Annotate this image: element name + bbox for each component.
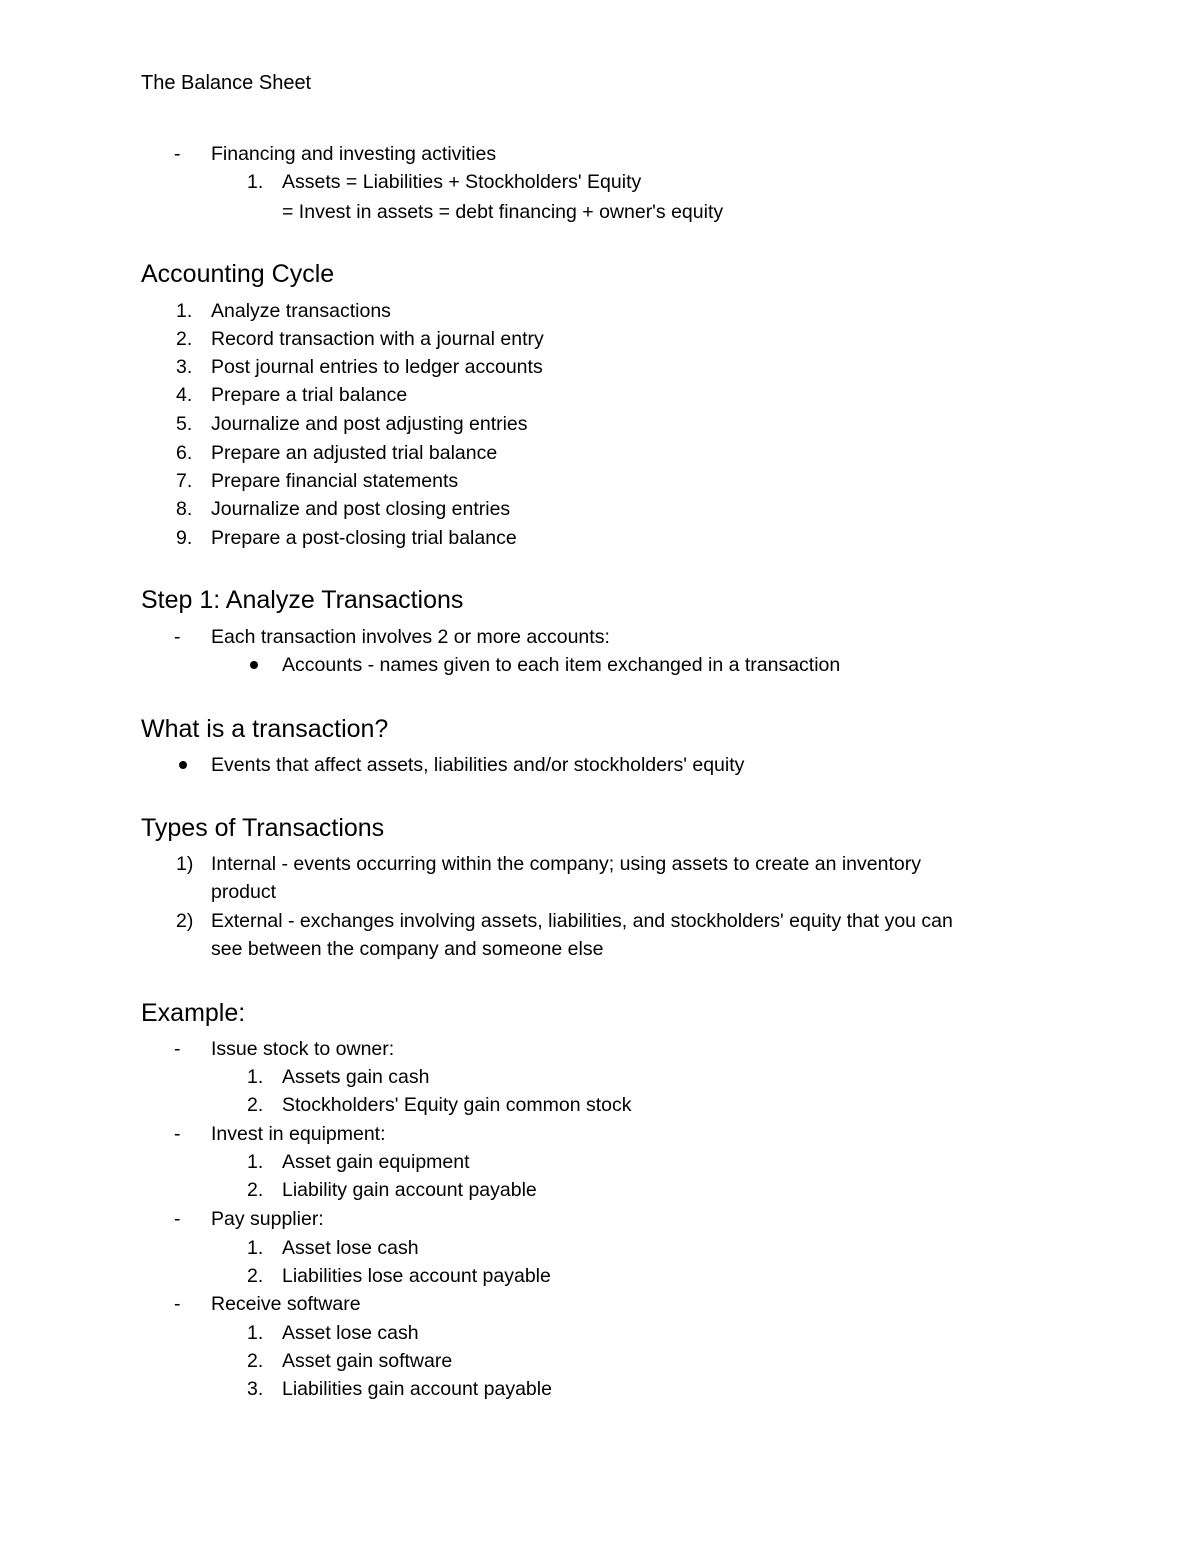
section-heading: Example: [141, 999, 246, 1027]
list-item-text: = Invest in assets = debt financing + owner's equity [282, 201, 724, 223]
section-heading: Accounting Cycle [141, 260, 335, 288]
list-item-text: External - exchanges involving assets, liabilities, and stockholders' equity that you can [211, 910, 953, 932]
number-marker: 1. [247, 1151, 264, 1173]
dash-marker: - [174, 1293, 181, 1315]
number-marker: 7. [176, 470, 193, 492]
list-item-text: Asset lose cash [282, 1322, 419, 1344]
section-heading: Types of Transactions [141, 814, 385, 842]
list-item-text: Internal - events occurring within the company; using assets to create an inventory [211, 853, 921, 875]
dash-marker: - [174, 1208, 181, 1230]
number-marker: 1. [247, 1237, 264, 1259]
list-item-text: Issue stock to owner: [211, 1038, 395, 1060]
number-marker: 6. [176, 442, 193, 464]
document-title: The Balance Sheet [141, 72, 312, 94]
list-item-text: Analyze transactions [211, 300, 391, 322]
bullet-icon [179, 761, 187, 769]
list-item-text: Prepare an adjusted trial balance [211, 442, 498, 464]
list-item-text: Post journal entries to ledger accounts [211, 356, 543, 378]
number-marker: 2) [176, 910, 194, 932]
number-marker: 2. [247, 1350, 264, 1372]
dash-marker: - [174, 626, 181, 648]
number-marker: 8. [176, 498, 193, 520]
list-item-text: Assets gain cash [282, 1066, 430, 1088]
list-item-text: see between the company and someone else [211, 938, 604, 960]
list-item-text: Assets = Liabilities + Stockholders' Equity [282, 171, 642, 193]
number-marker: 9. [176, 527, 193, 549]
number-marker: 1) [176, 853, 194, 875]
list-item-text: Journalize and post closing entries [211, 498, 511, 520]
number-marker: 1. [176, 300, 193, 322]
number-marker: 1. [247, 1322, 264, 1344]
list-item-text: Liability gain account payable [282, 1179, 537, 1201]
list-item-text: Journalize and post adjusting entries [211, 413, 528, 435]
number-marker: 5. [176, 413, 193, 435]
list-item-text: Invest in equipment: [211, 1123, 386, 1145]
list-item-text: product [211, 881, 277, 903]
list-item-text: Receive software [211, 1293, 361, 1315]
number-marker: 4. [176, 384, 193, 406]
list-item-text: Liabilities gain account payable [282, 1378, 552, 1400]
list-item-text: Prepare a trial balance [211, 384, 408, 406]
section-heading: Step 1: Analyze Transactions [141, 586, 464, 614]
section-heading: What is a transaction? [141, 715, 389, 743]
list-item-text: Financing and investing activities [211, 143, 497, 165]
list-item-text: Record transaction with a journal entry [211, 328, 544, 350]
dash-marker: - [174, 1038, 181, 1060]
list-item-text: Asset gain equipment [282, 1151, 470, 1173]
list-item-text: Each transaction involves 2 or more accounts: [211, 626, 610, 648]
number-marker: 2. [247, 1179, 264, 1201]
dash-marker: - [174, 143, 181, 165]
list-item-text: Pay supplier: [211, 1208, 324, 1230]
bullet-icon [250, 661, 258, 669]
number-marker: 2. [247, 1094, 264, 1116]
list-item-text: Prepare financial statements [211, 470, 459, 492]
list-item-text: Prepare a post-closing trial balance [211, 527, 517, 549]
list-item-text: Asset lose cash [282, 1237, 419, 1259]
list-item-text: Liabilities lose account payable [282, 1265, 551, 1287]
list-item-text: Accounts - names given to each item exchanged in a transaction [282, 654, 841, 676]
number-marker: 3. [176, 356, 193, 378]
number-marker: 2. [247, 1265, 264, 1287]
number-marker: 1. [247, 1066, 264, 1088]
number-marker: 2. [176, 328, 193, 350]
list-item-text: Stockholders' Equity gain common stock [282, 1094, 632, 1116]
number-marker: 3. [247, 1378, 264, 1400]
dash-marker: - [174, 1123, 181, 1145]
number-marker: 1. [247, 171, 264, 193]
list-item-text: Events that affect assets, liabilities and/or stockholders' equity [211, 754, 745, 776]
list-item-text: Asset gain software [282, 1350, 453, 1372]
